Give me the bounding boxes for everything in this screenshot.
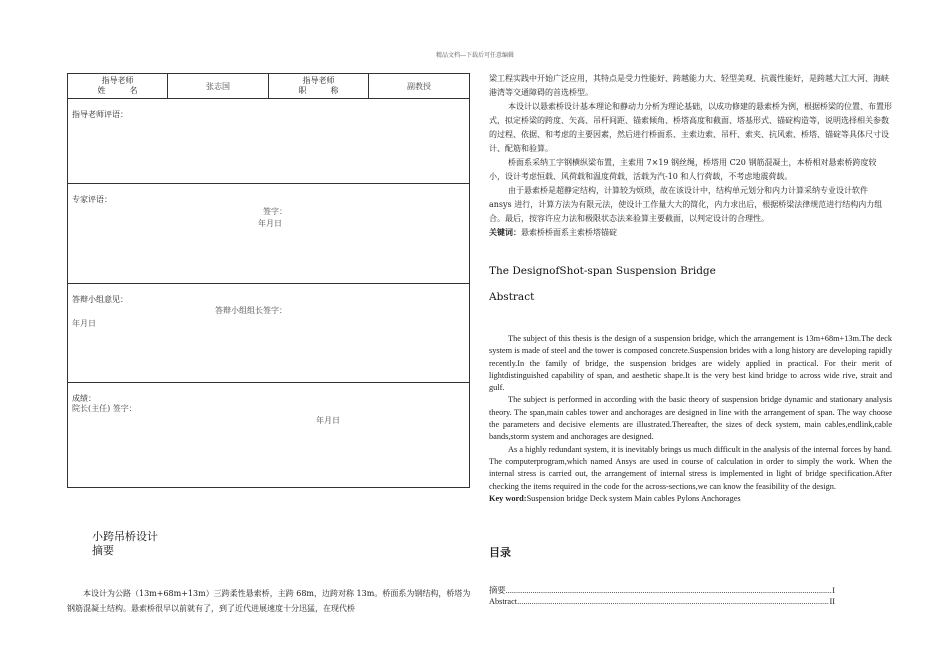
toc-entry-label: 摘要 xyxy=(489,586,506,595)
abstract-en-p2: The subject is performed in according with the basic theory of suspension bridge dynamic and stationary analysis theory. The span,main cables tower and anchorages are designed in line with the arrangement of span. The way choose the parameters and decisive elements are illustrated.Thereafter, the sizes of deck system, main cables,endlink,cable bands,storm system and anchorages are designed. xyxy=(489,395,892,442)
grade-label: 成绩： xyxy=(72,394,96,403)
expert-comment-section xyxy=(68,184,470,284)
abstract-heading-cn: 摘要 xyxy=(92,544,114,557)
advisor-title-label: 职称 xyxy=(298,86,339,95)
abstract-en-p3: As a highly redundant system, it is inevitably brings us much difficult in the analysis of the internal forces by hand. The computerprogram,which named Ansys are used in course of calculation in order to simply the work. When the internal stress is carried out, the arrangement of internal stress is implemented in light of bridge specification.After checking the items required in the code for the across-sections,we can know the feasibility of the design. xyxy=(489,444,892,491)
abstract-en xyxy=(489,333,892,505)
abstract-cn xyxy=(489,72,892,240)
toc-leader xyxy=(506,586,833,595)
abstract-cn-p1: 梁工程实践中开始广泛应用，其特点是受力性能好、跨越能力大、轻型美观、抗震性能好，是跨越大江大河、海峡港湾等交通障碍的首选桥型。 xyxy=(489,74,889,97)
defense-sign: 答辩小组组长签字： xyxy=(215,306,287,315)
keywords-en-label: Key word: xyxy=(489,493,527,503)
abstract-heading-en: Abstract xyxy=(489,291,535,303)
keywords-cn-text: 悬索桥桥面系主索桥塔锚碇 xyxy=(521,228,617,237)
toc-entry-page: II xyxy=(829,597,835,606)
grade-date: 年月日 xyxy=(316,416,340,425)
evaluation-table xyxy=(67,73,470,488)
advisor-comment-section xyxy=(68,99,470,184)
defense-label: 答辩小组意见： xyxy=(72,295,128,304)
toc-entry[interactable] xyxy=(489,597,835,606)
toc-leader xyxy=(517,597,829,606)
header-watermark: 精品文档---下载后可任意编辑 xyxy=(435,52,515,59)
toc-entry-page: I xyxy=(832,586,835,595)
defense-date: 年月日 xyxy=(72,319,96,328)
keywords-cn-label: 关键词： xyxy=(489,228,521,237)
advisor-title: 副教授 xyxy=(369,74,470,99)
toc-title: 目录 xyxy=(489,546,511,559)
advisor-title-label-cell xyxy=(269,74,369,99)
advisor-comment-label: 指导老师评语： xyxy=(72,110,128,119)
abstract-cn-p4: 由于悬索桥是超静定结构，计算较为烦琐，故在该设计中，结构单元划分和内力计算采纳专业设计软件 ansys 进行，计算方法为有限元法，使设计工作量大大的简化，内力求出后，根据桥梁法律规范进行结构内力组合。最后，按容许应力法和极限状态法来验算主要截面，以判定设计的合理性。 xyxy=(489,186,883,223)
advisor-name: 张志国 xyxy=(168,74,269,99)
toc-entry-label: Abstract xyxy=(489,597,518,606)
abstract-cn-p3: 桥面系采纳工字钢横纵梁布置，主索用 7×19 钢丝绳，桥塔用 C20 钢筋混凝土，本桥相对悬索桥跨度较小，设计考虑恒载、风荷载和温度荷载，活载为汽-10 和人行荷载，不考虑地震荷载。 xyxy=(489,158,877,181)
expert-comment-label: 专家评语： xyxy=(72,195,112,204)
defense-section xyxy=(68,284,470,383)
dean-sign: 院长(主任) 签字： xyxy=(72,404,137,413)
expert-date: 年月日 xyxy=(258,219,282,228)
toc-entry[interactable] xyxy=(489,584,835,596)
keywords-en xyxy=(489,493,892,505)
expert-sign: 签字： xyxy=(263,207,287,216)
thesis-heading xyxy=(92,530,158,558)
grade-section xyxy=(68,383,470,488)
abstract-cn-p2: 本设计以悬索桥设计基本理论和静动力分析为理论基础，以成功修建的悬索桥为例，根据桥梁的位置、布置形式，拟定桥梁的跨度、矢高、吊杆间距、锚索倾角、桥塔高度和截面、塔基形式、锚碇构造等，说明选择相关参数的过程、依据、和考虑的主要因素，然后进行桥面系、主索边索、吊杆、索夹、抗风索、桥塔、锚碇等具体尺寸设计、配筋和验算。 xyxy=(489,102,892,153)
thesis-title: 小跨吊桥设计 xyxy=(92,530,158,543)
keywords-cn xyxy=(489,226,892,240)
advisor-name-label: 姓名 xyxy=(97,86,138,95)
abstract-en-p1: The subject of this thesis is the design of a suspension bridge, which the arrangement is 13m+68m+13m.The deck system is made of steel and the tower is composed concrete.Suspension brides with a long history are developing rapidly recently.In the family of bridge, the suspension bridges are widely applied in practical. For their merit of lightdistinguished capability of span, and aesthetic shape.It is the very best kind bridge to across wide rive, strait and gulf. xyxy=(489,334,892,393)
advisor-title-label-line1: 指导老师 xyxy=(302,76,335,85)
advisor-label-line1: 指导老师 xyxy=(101,76,134,85)
advisor-name-label-cell xyxy=(68,74,168,99)
english-title: The DesignofShot-span Suspension Bridge xyxy=(489,265,716,277)
keywords-en-text: Suspension bridge Deck system Main cables Pylons Anchorages xyxy=(526,493,741,503)
abstract-cn-intro: 本设计为公路（13m+68m+13m）三跨柔性悬索桥，主跨 68m，边跨对称 13m。桥面系为钢结构，桥塔为钢筋混凝土结构。悬索桥很早以前就有了，到了近代进展速度十分迅猛，在现代桥 xyxy=(67,589,471,613)
